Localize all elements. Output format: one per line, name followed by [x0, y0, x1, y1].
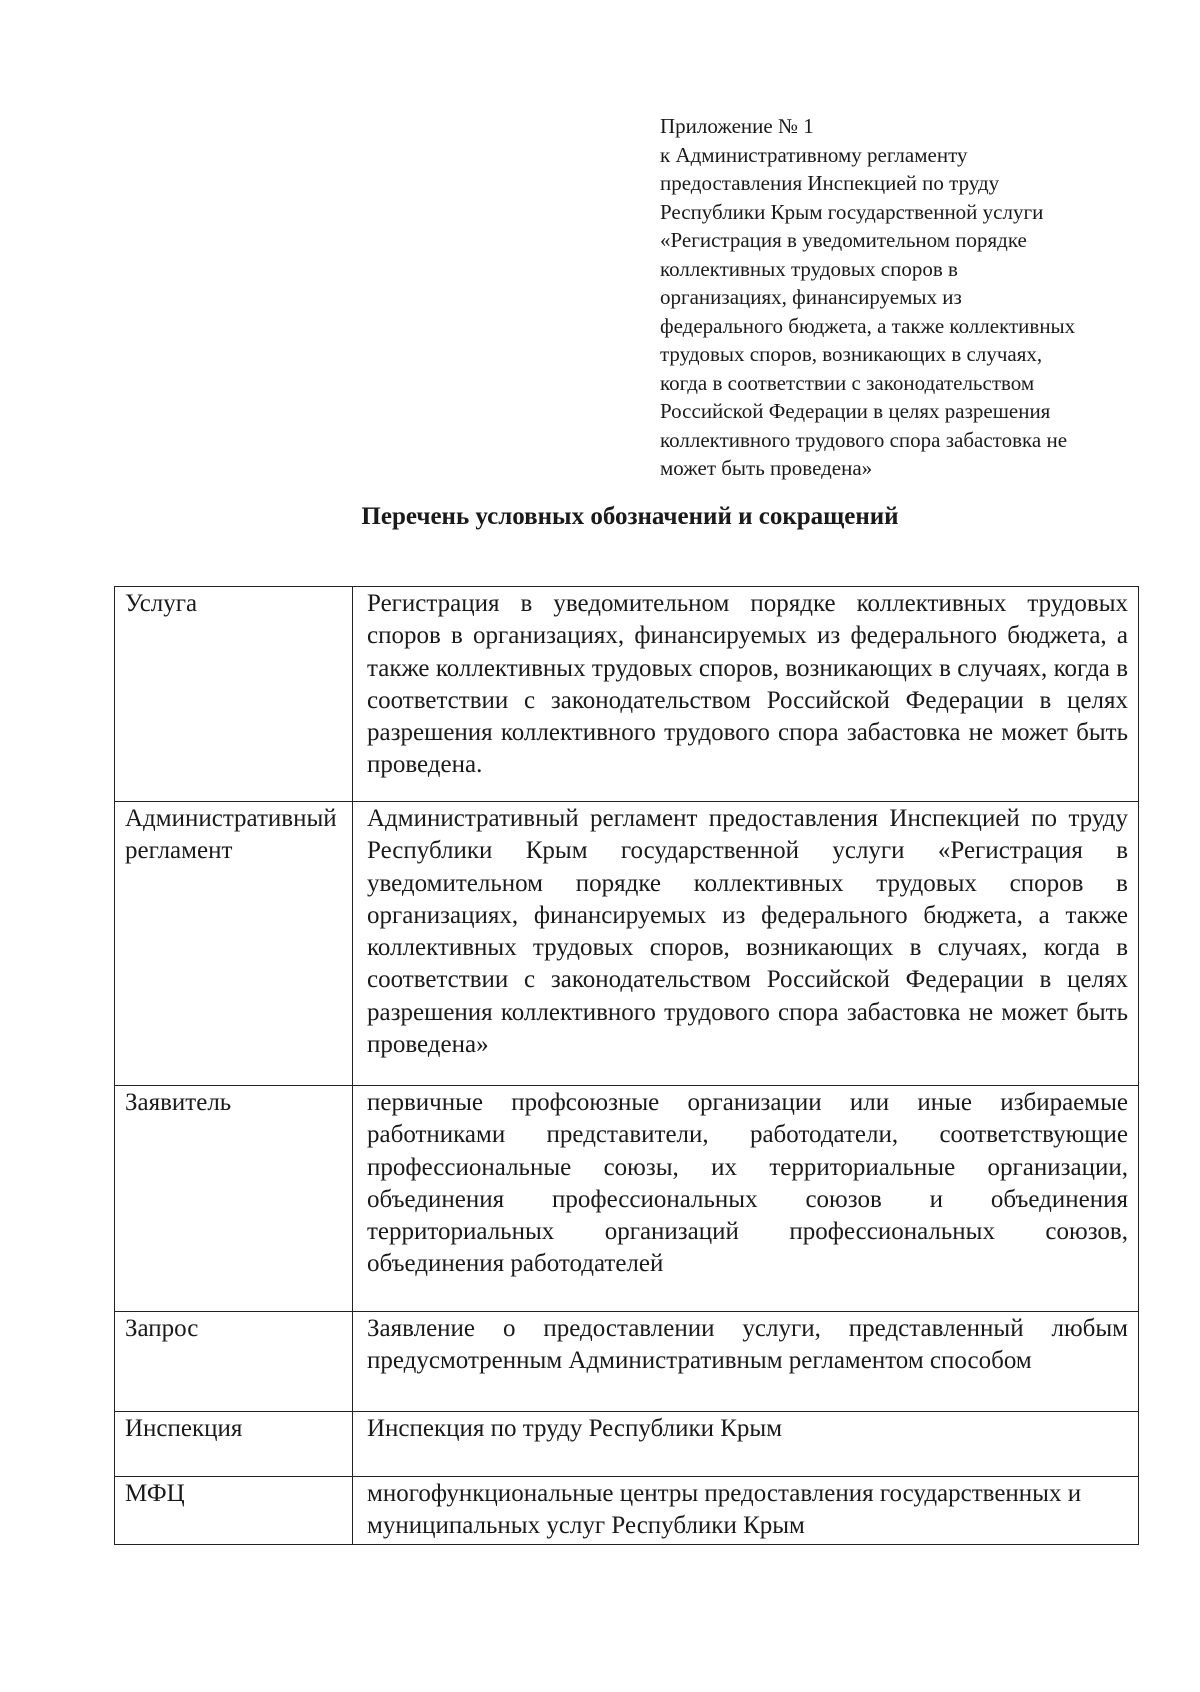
appendix-line: когда в соответствии с законодательством	[660, 370, 1035, 395]
table-row	[115, 587, 1139, 802]
appendix-line: предоставления Инспекцией по труду	[660, 171, 1000, 195]
table-row	[115, 802, 1139, 1086]
table-row	[115, 1412, 1139, 1477]
definition-cell: Заявление о предоставлении услуги, представленный любым предусмотренным Административным регламентом способом	[353, 1312, 1139, 1412]
document-title: Перечень условных обозначений и сокращений	[361, 503, 899, 530]
table-row	[115, 1477, 1139, 1545]
term-cell: Административный регламент	[115, 802, 353, 1086]
appendix-line: к Административному регламенту	[660, 142, 968, 167]
term-cell: Инспекция	[115, 1412, 353, 1477]
definition-cell: многофункциональные центры предоставления государственных и муниципальных услуг Республики Крым	[353, 1477, 1139, 1545]
term-cell: МФЦ	[115, 1477, 353, 1545]
appendix-line: коллективных трудовых споров в	[660, 256, 958, 281]
definition-cell: первичные профсоюзные организации или иные избираемые работниками представители, работодатели, соответствующие профессиональные союзы, их территориальные организации, объединения профессиональных союзов и объединения территориальных организаций профессиональных союзов, объединения работодателей	[353, 1086, 1139, 1312]
appendix-line: может быть проведена»	[660, 456, 873, 480]
table-row	[115, 1086, 1139, 1312]
table-row	[115, 1312, 1139, 1412]
definition-cell: Административный регламент предоставления Инспекцией по труду Республики Крым государственной услуги «Регистрация в уведомительном порядке коллективных трудовых споров в организациях, финансируемых из федерального бюджета, а также коллективных трудовых споров, возникающих в случаях, когда в соответствии с законодательством Российской Федерации в целях разрешения коллективного трудового спора забастовка не может быть проведена»	[353, 802, 1139, 1086]
definition-cell: Регистрация в уведомительном порядке коллективных трудовых споров в организациях, финансируемых из федерального бюджета, а также коллективных трудовых споров, возникающих в случаях, когда в соответствии с законодательством Российской Федерации в целях разрешения коллективного трудового спора забастовка не может быть проведена.	[353, 587, 1139, 802]
definition-cell: Инспекция по труду Республики Крым	[353, 1412, 1139, 1477]
appendix-line: Приложение № 1	[660, 114, 814, 138]
appendix-line: организациях, финансируемых из	[660, 285, 962, 309]
appendix-line: Российской Федерации в целях разрешения	[660, 399, 1051, 423]
appendix-header	[660, 112, 1160, 483]
appendix-line: федерального бюджета, а также коллективных	[660, 313, 1076, 338]
appendix-line: коллективного трудового спора забастовка не	[660, 427, 1068, 452]
term-cell: Заявитель	[115, 1086, 353, 1312]
appendix-line: Республики Крым государственной услуги	[660, 199, 1044, 224]
term-cell: Запрос	[115, 1312, 353, 1412]
appendix-line: трудовых споров, возникающих в случаях,	[660, 342, 1043, 366]
abbreviations-table	[114, 586, 1139, 1545]
appendix-line: «Регистрация в уведомительном порядке	[660, 228, 1027, 252]
term-cell: Услуга	[115, 587, 353, 802]
